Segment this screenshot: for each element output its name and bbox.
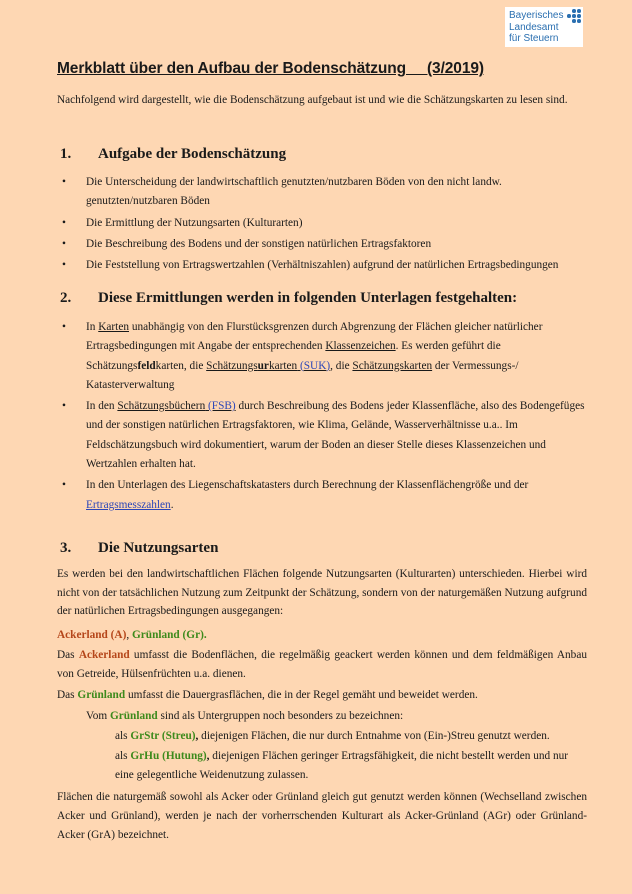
untergruppen-line: Vom Grünland sind als Untergruppen noch besonders zu bezeichnen:: [86, 710, 404, 722]
schaetzungskarten-link[interactable]: Schätzungskarten: [352, 359, 433, 372]
list-item: • In den Schätzungsbüchern (FSB) durch Beschreibung des Bodens jeder Klassenfläche, also des Bodengefüges und der sonstigen natürlichen Ertragsfaktoren, wie Klima, Gelände, Wasserverhältnisse u.a.. Im Feldschätzungsbuch wird dokumentiert, warum der Boden an dieser Stelle dieses Klassenzeichen und Wertzahlen erhalten hat.: [62, 400, 585, 471]
bayerisches-landesamt-logo: [505, 7, 583, 47]
section-1-heading: 1. Aufgabe der Bodenschätzung: [60, 146, 287, 162]
kulturarten-line: Ackerland (A), Grünland (Gr).: [57, 629, 207, 641]
document-title: Merkblatt über den Aufbau der Bodenschätzung (3/2019): [57, 60, 484, 77]
logo-text: Bayerisches Landesamt für Steuern: [509, 10, 564, 44]
list-item: • In den Unterlagen des Liegenschaftskatasters durch Berechnung der Klassenflächengröße und der Ertragsmesszahlen.: [62, 479, 529, 511]
list-item: • In Karten unabhängig von den Flurstücksgrenzen durch Abgrenzung der Flächen gleicher natürlicher Ertragsbedingungen mit Angabe der entsprechenden Klassenzeichen. Es werden geführt die Schätzungsfeldkarten, die Schätzungsurkarten (SUK), die Schätzungskarten der Vermessungs-/ Katasterverwaltung: [62, 321, 543, 391]
schaetzungsbuecher-link[interactable]: Schätzungsbüchern (FSB): [117, 400, 236, 413]
list-item: • Die Ermittlung der Nutzungsarten (Kulturarten): [62, 216, 303, 229]
section-2-list: [62, 318, 586, 517]
karten-link[interactable]: Karten: [98, 321, 129, 333]
logo-dots-icon: [566, 9, 582, 25]
nutzungsarten-paragraph: Es werden bei den landwirtschaftlichen Flächen folgende Nutzungsarten (Kulturarten) unterschieden. Hierbei wird nicht von der tatsächlichen Nutzung zum Zeitpunkt der Schätzung, sondern von der naturgemäßen Nutzung aufgrund der natürlichen Ertragsbedingungen ausgegangen:: [57, 568, 587, 618]
gruenland-paragraph: Das Grünland umfasst die Dauergrasflächen, die in der Regel gemäht und beweidet werden.: [57, 689, 478, 701]
wechselland-paragraph: Flächen die naturgemäß sowohl als Acker oder Grünland gleich gut genutzt werden können (Wechselland zwischen Acker und Grünland), werden je nach der vorherrschenden Kulturart als Acker-Grünland (AGr) oder Grünland-Acker (GrA) bezeichnet.: [57, 791, 587, 842]
grhu-paragraph: als GrHu (Hutung), diejenigen Flächen geringer Ertragsfähigkeit, die nicht bestellt werden und nur eine gelegentliche Weidenutzung zulassen.: [115, 750, 569, 781]
intro-paragraph: Nachfolgend wird dargestellt, wie die Bodenschätzung aufgebaut ist und wie die Schätzungskarten zu lesen sind.: [57, 94, 568, 106]
section-2-heading: 2. Diese Ermittlungen werden in folgenden Unterlagen festgehalten:: [60, 290, 518, 306]
list-item: • Die Beschreibung des Bodens und der sonstigen natürlichen Ertragsfaktoren: [62, 237, 432, 250]
schaetzungsurkarten-link[interactable]: Schätzungsurkarten (SUK): [206, 359, 331, 372]
grstr-line: als GrStr (Streu), diejenigen Flächen, die nur durch Entnahme von (Ein-)Streu genutzt werden.: [115, 730, 550, 742]
section-3-heading: 3. Die Nutzungsarten: [60, 540, 219, 556]
klassenzeichen-link[interactable]: Klassenzeichen: [325, 340, 396, 353]
ertragsmesszahlen-link[interactable]: Ertragsmesszahlen: [86, 498, 171, 511]
list-item: • Die Feststellung von Ertragswertzahlen (Verhältniszahlen) aufgrund der natürlichen Ertragsbedingungen: [62, 259, 559, 272]
ackerland-paragraph: Das Ackerland umfasst die Bodenflächen, die regelmäßig geackert werden können und dem feldmäßigen Anbau von Getreide, Hülsenfrüchten u.a. dienen.: [57, 649, 587, 680]
list-item: • Die Unterscheidung der landwirtschaftlich genutzten/nutzbaren Böden von den nicht landw. genutzten/nutzbaren Böden: [62, 176, 502, 208]
section-1-list: [62, 173, 586, 277]
